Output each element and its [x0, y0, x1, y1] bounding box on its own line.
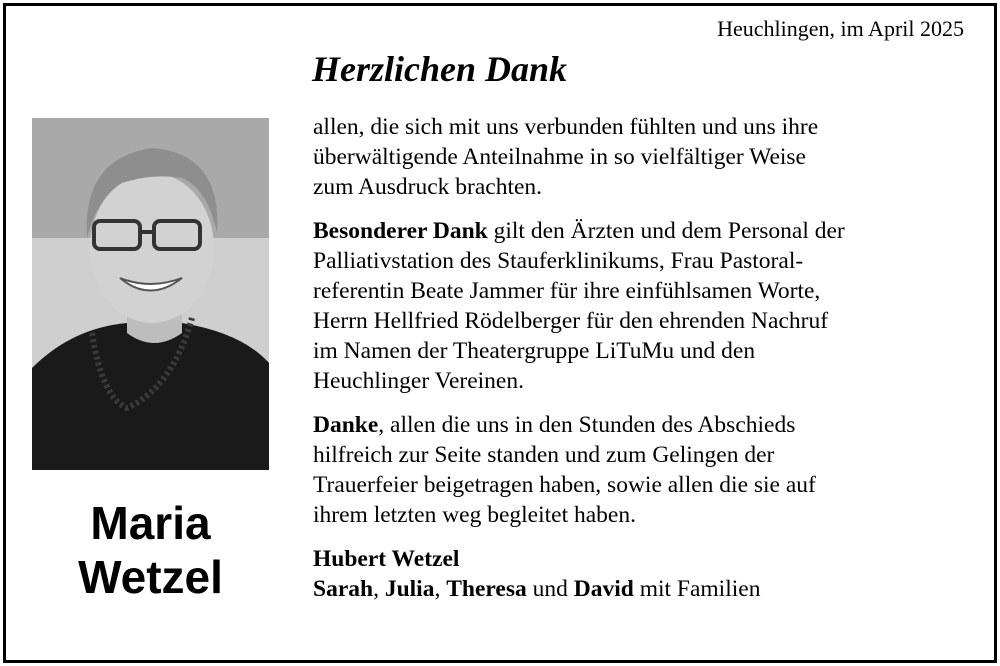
text-line: Palliativstation des Stauferklinikums, Frau Pastoral-: [313, 248, 804, 274]
text-line: im Namen der Theatergruppe LiTuMu und den: [313, 338, 756, 364]
text-line: allen, die sich mit uns verbunden fühlten und uns ihre: [313, 114, 819, 140]
text-line: [313, 410, 973, 440]
signature-line-2: [313, 574, 973, 604]
text-segment: , allen die uns in den Stunden des Abschieds: [378, 412, 796, 438]
body-text: [313, 112, 973, 604]
text-line: ihrem letzten weg begleitet haben.: [313, 502, 636, 528]
separator: ,: [373, 576, 385, 602]
text-line: referentin Beate Jammer für ihre einfühlsamen Worte,: [313, 278, 821, 304]
text-line: Heuchlinger Vereinen.: [313, 368, 524, 394]
portrait-photo: [32, 118, 269, 470]
signer-name: Hubert Wetzel: [313, 546, 460, 572]
place-date: Heuchlingen, im April 2025: [717, 16, 964, 41]
portrait-illustration: [32, 118, 269, 470]
text-line: überwältigende Anteilnahme in so vielfältiger Weise: [313, 144, 806, 170]
first-name: Maria: [90, 497, 211, 549]
signature: [313, 544, 973, 604]
paragraph-3: [313, 410, 973, 530]
emphasis: Besonderer Dank: [313, 218, 488, 244]
text-segment: gilt den Ärzten und dem Personal der: [487, 218, 845, 244]
text-line: Trauerfeier beigetragen haben, sowie allen die sie auf: [313, 472, 816, 498]
paragraph-2: [313, 216, 973, 396]
last-name: Wetzel: [78, 551, 223, 603]
text-line: hilfreich zur Seite standen und zum Gelingen der: [313, 442, 775, 468]
signer-name: David: [573, 576, 634, 602]
text-line: [313, 216, 973, 246]
signer-name: Theresa: [446, 576, 527, 602]
signature-line-1: [313, 544, 973, 574]
signer-name: Sarah: [313, 576, 374, 602]
text-line: Herrn Hellfried Rödelberger für den ehrenden Nachruf: [313, 308, 829, 334]
text-line: zum Ausdruck brachten.: [313, 174, 543, 200]
separator: ,: [434, 576, 447, 602]
heading: Herzlichen Dank: [312, 49, 568, 89]
separator: und: [526, 576, 574, 602]
deceased-name: [32, 496, 269, 604]
signature-tail: mit Familien: [633, 576, 761, 602]
emphasis: Danke: [313, 412, 379, 438]
paragraph-1: [313, 112, 973, 202]
signer-name: Julia: [384, 576, 435, 602]
